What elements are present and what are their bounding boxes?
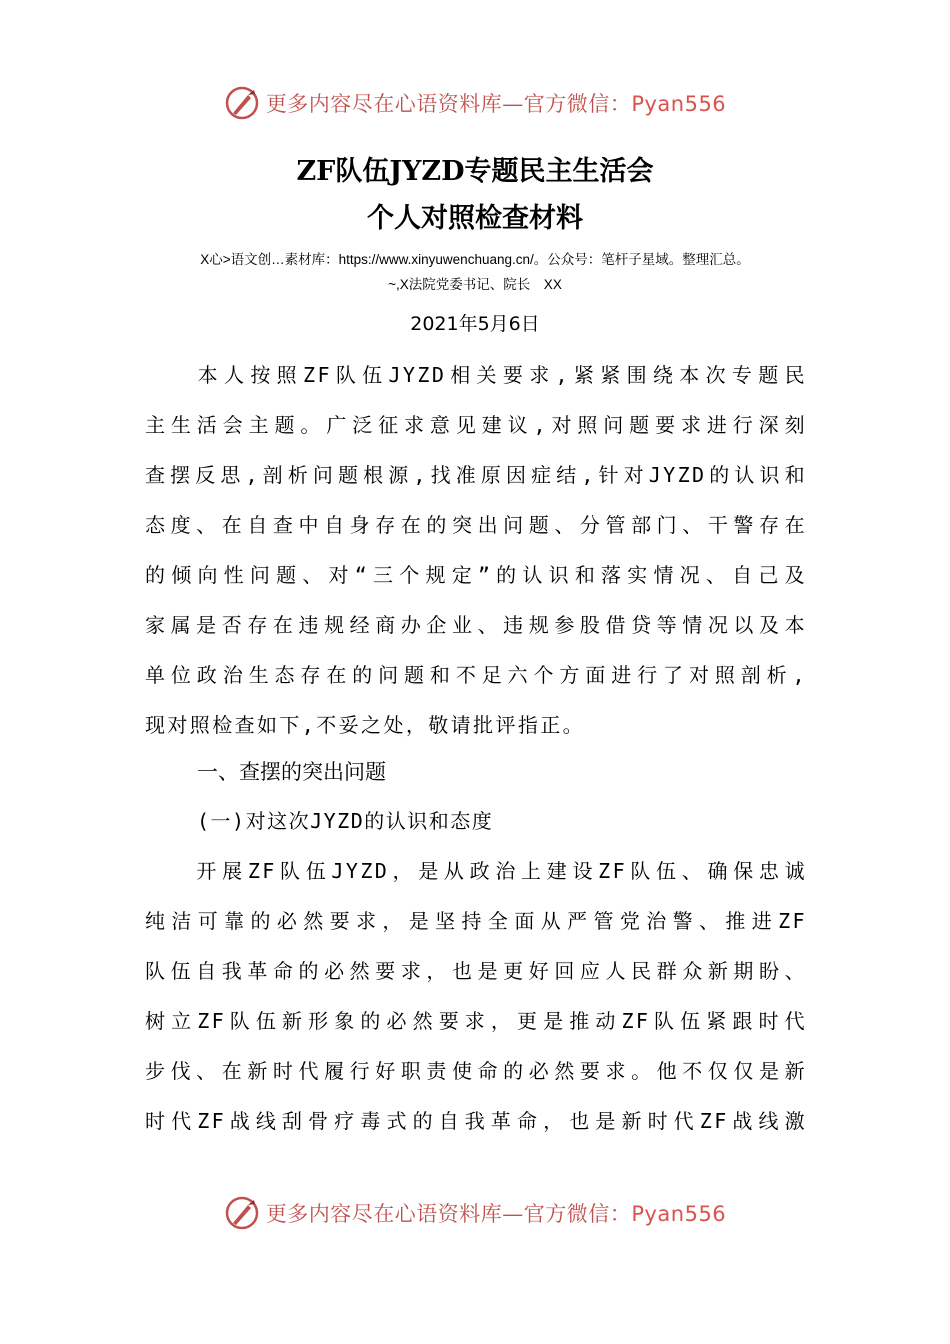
source-line: X心>语文创…素材库：https://www.xinyuwenchuang.cn/。公众号：笔杆子星域。整理汇总。 (200, 252, 750, 267)
document-date: 2021年5月6日 (410, 313, 540, 335)
wechat-id: Pyan556 (631, 92, 727, 116)
text-line: 步伐、在新时代履行好职责使命的必然要求。他不仅仅是新 (145, 1059, 807, 1083)
text-line: 现对照检查如下,不妥之处，敬请批评指正。 (145, 713, 586, 737)
watermark-banner-top (0, 81, 950, 125)
watermark-banner-bottom (0, 1191, 950, 1235)
wechat-id: Pyan556 (631, 1202, 727, 1226)
text-line: 队伍自我革命的必然要求，也是更好回应人民群众新期盼、 (145, 959, 807, 983)
text-line: 主生活会主题。广泛征求意见建议,对照问题要求进行深刻 (145, 413, 807, 437)
document-title: ZF队伍JYZD专题民主生活会 (296, 156, 654, 187)
section-heading: 一、查摆的突出问题 (197, 760, 386, 784)
watermark-text: 更多内容尽在心语资料库—官方微信：Pyan556 (265, 92, 727, 116)
quill-logo-icon (224, 1195, 260, 1231)
text-line: 单位政治生态存在的问题和不足六个方面进行了对照剖析, (145, 663, 807, 687)
subsection-heading: (一)对这次JYZD的认识和态度 (197, 809, 494, 833)
document-subtitle: 个人对照检查材料 (367, 203, 583, 234)
watermark-text: 更多内容尽在心语资料库—官方微信：Pyan556 (265, 1202, 727, 1226)
body-paragraph (145, 846, 807, 1146)
text-line: 的倾向性问题、对“三个规定”的认识和落实情况、自己及 (145, 563, 807, 587)
quill-logo-icon (224, 85, 260, 121)
text-line: 本人按照ZF队伍JYZD相关要求,紧紧围绕本次专题民 (145, 363, 807, 387)
text-line: 时代ZF战线刮骨疗毒式的自我革命，也是新时代ZF战线激 (145, 1109, 807, 1133)
text-line: 查摆反思,剖析问题根源,找准原因症结,针对JYZD的认识和 (145, 463, 807, 487)
text-line: 纯洁可靠的必然要求，是坚持全面从严管党治警、推进ZF (145, 909, 807, 933)
intro-paragraph (145, 350, 807, 750)
text-line: 态度、在自查中自身存在的突出问题、分管部门、干警存在 (145, 513, 807, 537)
text-line: 开展ZF队伍JYZD，是从政治上建设ZF队伍、确保忠诚 (145, 859, 807, 883)
text-line: 树立ZF队伍新形象的必然要求，更是推动ZF队伍紧跟时代 (145, 1009, 807, 1033)
text-line: 家属是否存在违规经商办企业、违规参股借贷等情况以及本 (145, 613, 807, 637)
author-line: ~,X法院党委书记、院长 XX (388, 277, 562, 292)
